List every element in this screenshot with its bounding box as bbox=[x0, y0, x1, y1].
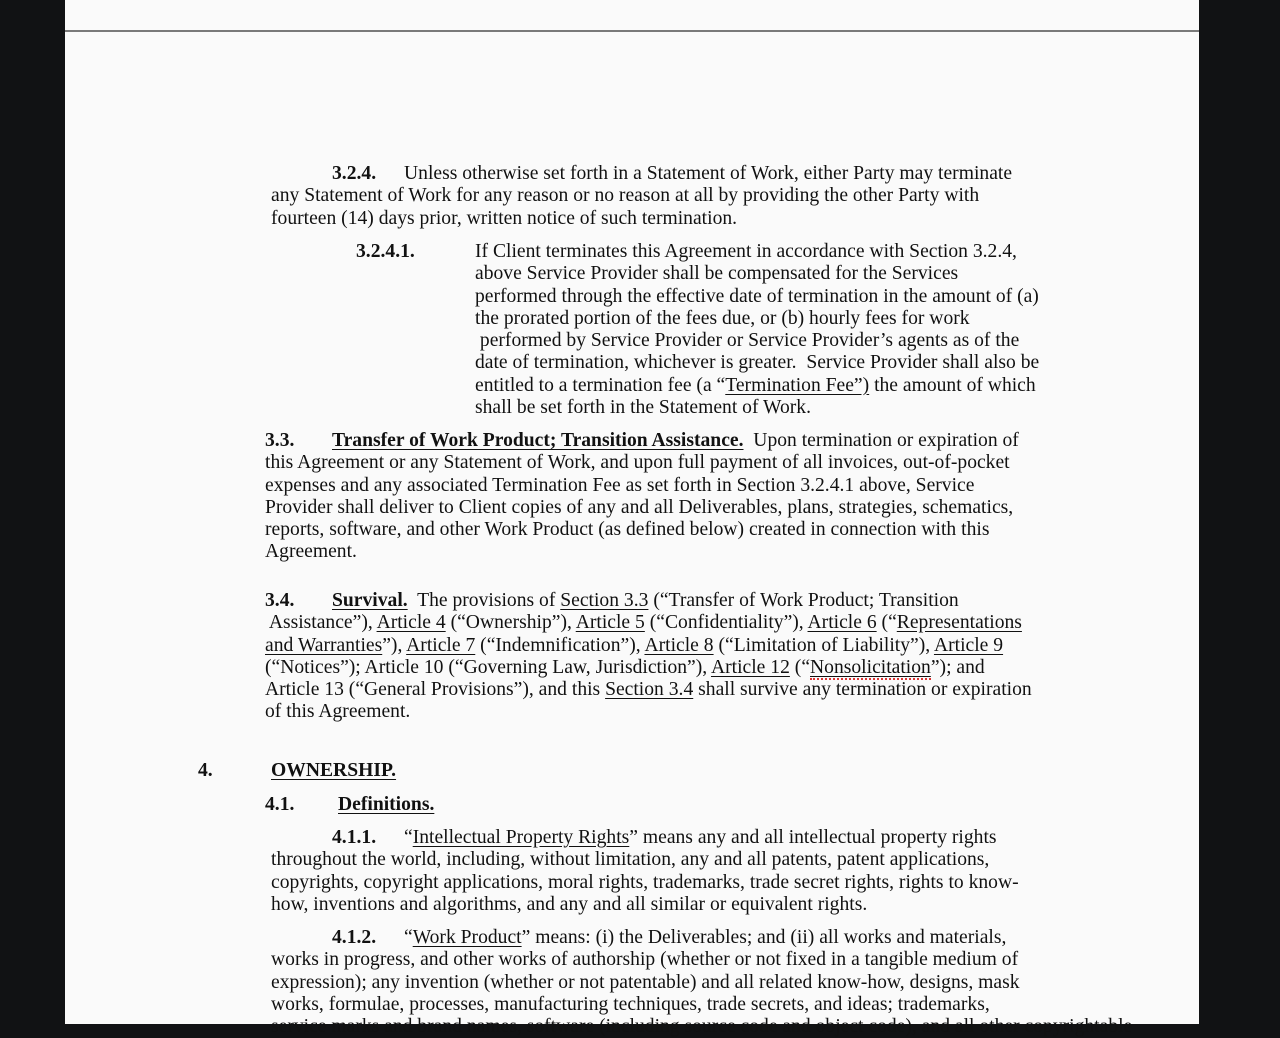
text-line bbox=[271, 208, 1012, 230]
section-4-1-2 bbox=[271, 927, 1132, 1038]
section-number: 3.2.4. bbox=[332, 163, 377, 184]
text-segment: Assistance”), bbox=[265, 612, 377, 634]
text-segment: ” means: (i) the Deliverables; and (ii) all works and materials, bbox=[521, 927, 1007, 948]
text-line bbox=[265, 497, 1019, 519]
cross-reference-text: Intellectual Property Rights bbox=[412, 827, 630, 848]
text-line bbox=[475, 263, 1039, 285]
text-line bbox=[475, 241, 1039, 263]
text-line bbox=[271, 1016, 1132, 1038]
text-line bbox=[271, 972, 1132, 994]
text-line bbox=[265, 657, 1032, 679]
section-heading: Definitions. bbox=[338, 794, 435, 815]
text-segment: the amount of which bbox=[869, 374, 1036, 396]
text-segment: (“Limitation of Liability”), bbox=[713, 634, 934, 656]
text-segment: service marks and brand names, software (including source code and object code), and all other copyrightable bbox=[271, 1016, 1133, 1038]
text-segment: (“Indemnification”), bbox=[475, 634, 645, 656]
section-3-2-4-1 bbox=[356, 241, 1040, 419]
text-line bbox=[265, 475, 1019, 497]
text-segment: shall survive any termination or expiration bbox=[693, 679, 1032, 701]
text-segment: (“ bbox=[876, 612, 897, 634]
text-line bbox=[265, 679, 1032, 701]
text-line bbox=[475, 397, 1039, 419]
text-segment: fourteen (14) days prior, written notice of such termination. bbox=[271, 207, 738, 229]
text-line bbox=[475, 330, 1039, 352]
cross-reference-text: Representations bbox=[896, 612, 1022, 634]
cross-reference-text: Termination Fee”) bbox=[725, 374, 870, 396]
text-line bbox=[265, 701, 1032, 723]
section-heading: OWNERSHIP. bbox=[271, 760, 397, 781]
text-segment: copyrights, copyright applications, moral rights, trademarks, trade secret rights, rights to know- bbox=[271, 871, 1019, 893]
text-line bbox=[271, 949, 1132, 971]
text-line bbox=[475, 308, 1039, 330]
text-segment: expenses and any associated Termination Fee as set forth in Section 3.2.4.1 above, Service bbox=[265, 474, 975, 496]
section-number: 4. bbox=[198, 760, 213, 781]
text-segment: Upon termination or expiration of bbox=[743, 430, 1019, 451]
text-segment: expression); any invention (whether or not patentable) and all related know-how, designs, mask bbox=[271, 971, 1020, 993]
text-segment: Provider shall deliver to Client copies of any and all Deliverables, plans, strategies, schematics, bbox=[265, 496, 1014, 518]
text-segment: reports, software, and other Work Product (as defined below) created in connection with this bbox=[265, 519, 990, 541]
text-segment: Unless otherwise set forth in a Statement of Work, either Party may terminate bbox=[404, 163, 1013, 184]
text-segment: performed by Service Provider or Service Provider’s agents as of the bbox=[475, 330, 1020, 352]
text-line bbox=[265, 612, 1032, 634]
text-segment: ”); and bbox=[930, 656, 985, 678]
text-segment: (“Ownership”), bbox=[445, 612, 576, 634]
text-segment: shall be set forth in the Statement of Work. bbox=[475, 397, 811, 419]
text-line bbox=[265, 541, 1019, 563]
text-segment: (“ bbox=[789, 656, 811, 678]
text-line bbox=[265, 635, 1032, 657]
section-number: 3.2.4.1. bbox=[356, 241, 415, 262]
text-line bbox=[265, 452, 1019, 474]
cross-reference-text: Article 9 bbox=[933, 634, 1004, 656]
text-segment: the prorated portion of the fees due, or (b) hourly fees for work bbox=[475, 307, 970, 329]
section-number: 3.4. bbox=[265, 590, 295, 611]
cross-reference-text: Article 12 bbox=[710, 656, 790, 678]
text-line bbox=[271, 894, 1019, 916]
section-number: 3.3. bbox=[265, 430, 295, 451]
text-segment: of this Agreement. bbox=[265, 701, 411, 723]
section-number: 4.1.1. bbox=[332, 827, 377, 848]
cross-reference-text: Article 7 bbox=[406, 634, 476, 656]
text-segment: (“Confidentiality”), bbox=[644, 612, 808, 634]
text-segment: above Service Provider shall be compensated for the Services bbox=[475, 263, 959, 285]
text-segment: how, inventions and algorithms, and any and all similar or equivalent rights. bbox=[271, 893, 868, 915]
cross-reference-text: and Warranties bbox=[265, 634, 383, 656]
text-segment: ”), bbox=[382, 634, 407, 656]
text-line bbox=[265, 590, 1032, 612]
text-segment: date of termination, whichever is greater. Service Provider shall also be bbox=[475, 352, 1040, 374]
text-line bbox=[271, 185, 1012, 207]
text-line bbox=[475, 375, 1039, 397]
section-number: 4.1.2. bbox=[332, 927, 377, 948]
cross-reference-text: Section 3.4 bbox=[605, 679, 694, 701]
text-segment: Article 13 (“General Provisions”), and this bbox=[265, 679, 606, 701]
text-segment: any Statement of Work for any reason or no reason at all by providing the other Party with bbox=[271, 185, 980, 207]
cross-reference-text: Work Product bbox=[412, 927, 522, 948]
text-segment: Agreement. bbox=[265, 541, 357, 563]
section-3-4 bbox=[265, 590, 1032, 724]
text-segment: If Client terminates this Agreement in accordance with Section 3.2.4, bbox=[475, 241, 1017, 262]
text-segment: entitled to a termination fee (a “ bbox=[475, 374, 726, 396]
cross-reference-text: Section 3.3 bbox=[560, 590, 649, 611]
text-segment: The provisions of bbox=[407, 590, 561, 611]
text-segment: “ bbox=[404, 927, 413, 948]
text-segment: works, formulae, processes, manufacturing techniques, trade secrets, and ideas; trademarks, bbox=[271, 993, 990, 1015]
text-segment: works in progress, and other works of authorship (whether or not fixed in a tangible medium of bbox=[271, 949, 1019, 971]
text-line bbox=[271, 849, 1019, 871]
document-page[interactable] bbox=[65, 0, 1199, 1038]
text-segment: performed through the effective date of termination in the amount of (a) bbox=[475, 285, 1039, 307]
text-line bbox=[475, 352, 1039, 374]
text-segment: (“Transfer of Work Product; Transition bbox=[648, 590, 959, 611]
text-line bbox=[271, 927, 1132, 949]
section-4-1-1 bbox=[271, 827, 1019, 916]
text-line bbox=[271, 827, 1019, 849]
section-3-3 bbox=[265, 430, 1019, 564]
page-top-divider bbox=[65, 30, 1199, 32]
text-segment: (“Notices”); Article 10 (“Governing Law, Jurisdiction”), bbox=[265, 656, 711, 678]
cross-reference-text: Article 4 bbox=[376, 612, 446, 634]
text-line bbox=[265, 430, 1019, 452]
text-line bbox=[271, 994, 1132, 1016]
text-line bbox=[475, 286, 1039, 308]
text-segment: “ bbox=[404, 827, 413, 848]
text-segment: this Agreement or any Statement of Work, and upon full payment of all invoices, out-of-pocket bbox=[265, 452, 1010, 474]
cross-reference-text: Article 5 bbox=[575, 612, 645, 634]
text-line bbox=[265, 519, 1019, 541]
text-segment: throughout the world, including, without limitation, any and all patents, patent applications, bbox=[271, 849, 990, 871]
cross-reference-text: Survival. bbox=[332, 590, 408, 611]
text-line bbox=[271, 163, 1012, 185]
cross-reference-text: Nonsolicitation bbox=[810, 656, 931, 678]
cross-reference-text: Transfer of Work Product; Transition Assistance. bbox=[332, 430, 744, 451]
text-segment: ” means any and all intellectual property rights bbox=[629, 827, 997, 848]
text-line bbox=[271, 872, 1019, 894]
cross-reference-text: Article 6 bbox=[807, 612, 877, 634]
cross-reference-text: Article 8 bbox=[644, 634, 714, 656]
section-3-2-4 bbox=[271, 163, 1012, 230]
section-number: 4.1. bbox=[265, 794, 295, 815]
